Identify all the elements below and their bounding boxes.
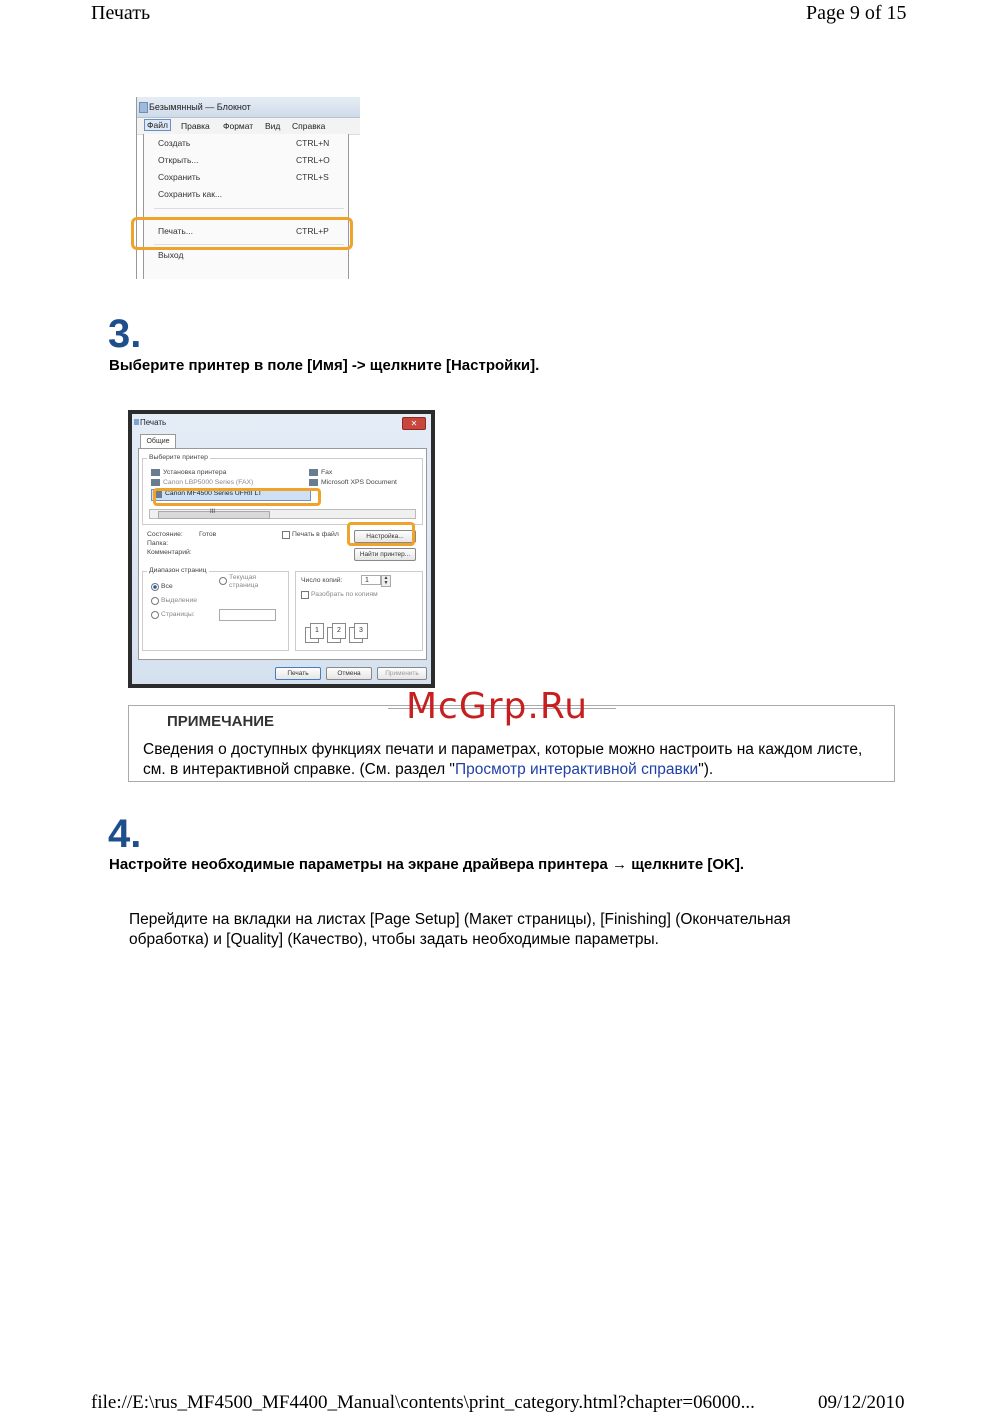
range-all-label: Все bbox=[161, 583, 173, 590]
step-4-instruction: Настройте необходимые параметры на экране драйвера принтера → щелкните [OK]. bbox=[109, 856, 745, 873]
print-to-file-checkbox[interactable] bbox=[282, 531, 290, 539]
step-4-paragraph bbox=[129, 910, 889, 950]
range-all-radio[interactable] bbox=[151, 583, 159, 591]
notepad-menu-screenshot bbox=[136, 97, 360, 279]
menu-file[interactable]: Файл bbox=[144, 119, 171, 131]
menu-item-save[interactable]: Сохранить bbox=[158, 172, 201, 182]
scrollbar-grip: III bbox=[210, 509, 216, 515]
shortcut-new: CTRL+N bbox=[296, 138, 330, 148]
range-pages-label: Страницы: bbox=[161, 611, 195, 618]
range-pages-radio[interactable] bbox=[151, 611, 159, 619]
status-value: Готов bbox=[199, 531, 217, 538]
location-label: Папка: bbox=[147, 540, 169, 547]
note-body bbox=[143, 740, 903, 780]
settings-button[interactable]: Настройка... bbox=[354, 530, 416, 543]
menu-edit[interactable]: Правка bbox=[181, 121, 210, 131]
notepad-app-icon bbox=[139, 102, 148, 113]
print-button[interactable]: Печать bbox=[275, 667, 321, 680]
fax-icon bbox=[309, 469, 318, 476]
select-printer-label: Выберите принтер bbox=[149, 454, 208, 461]
file-menu-dropdown bbox=[143, 134, 349, 279]
header-title: Печать bbox=[91, 2, 151, 24]
watermark: McGrp.Ru bbox=[406, 686, 589, 727]
printer-icon bbox=[151, 479, 160, 486]
printer-icon bbox=[309, 479, 318, 486]
note-line-2-prefix: см. в интерактивной справке. (См. раздел " bbox=[143, 761, 455, 778]
menu-format[interactable]: Формат bbox=[223, 121, 254, 131]
printer-name-highlight bbox=[153, 488, 321, 506]
step-4-number: 4. bbox=[108, 812, 142, 856]
header-page-number: Page 9 of 15 bbox=[806, 2, 907, 24]
footer-path: file://E:\rus_MF4500_MF4400_Manual\contents\print_category.html?chapter=06000... bbox=[91, 1392, 755, 1413]
printer-list-scrollbar[interactable] bbox=[149, 509, 416, 519]
printer-fax[interactable]: Fax bbox=[321, 469, 333, 476]
menu-item-exit[interactable]: Выход bbox=[158, 250, 184, 260]
menu-item-new[interactable]: Создать bbox=[158, 138, 191, 148]
shortcut-print: CTRL+P bbox=[296, 226, 329, 236]
notepad-menubar bbox=[137, 118, 360, 135]
collate-checkbox[interactable] bbox=[301, 591, 309, 599]
help-link[interactable]: Просмотр интерактивной справки bbox=[454, 761, 699, 778]
status-label: Состояние: bbox=[147, 531, 183, 538]
note-line-2-suffix: "). bbox=[698, 761, 714, 778]
printer-xps[interactable]: Microsoft XPS Document bbox=[321, 479, 397, 486]
cancel-button[interactable]: Отмена bbox=[326, 667, 372, 680]
print-dialog-window bbox=[132, 414, 431, 684]
close-icon[interactable]: ✕ bbox=[402, 417, 426, 430]
printer-mf4500[interactable]: Canon MF4500 Series UFRII LT bbox=[165, 490, 262, 497]
range-selection-label: Выделение bbox=[161, 597, 198, 604]
step-4-para-line-2: обработка) и [Quality] (Качество), чтобы задать необходимые параметры. bbox=[129, 931, 659, 948]
print-dialog-title: Печать bbox=[140, 418, 167, 427]
range-selection-radio[interactable] bbox=[151, 597, 159, 605]
collate-page: 3 bbox=[354, 623, 368, 639]
menu-view[interactable]: Вид bbox=[265, 121, 281, 131]
collate-label: Разобрать по копиям bbox=[311, 591, 378, 598]
general-tab-panel bbox=[138, 448, 427, 660]
page-range-label: Диапазон страниц bbox=[149, 567, 207, 574]
range-current-label: Текущая страница bbox=[229, 574, 259, 589]
settings-button-highlight bbox=[347, 522, 415, 546]
menu-item-open[interactable]: Открыть... bbox=[158, 155, 199, 165]
step-3-number: 3. bbox=[108, 312, 142, 356]
menu-separator bbox=[154, 208, 344, 209]
range-pages-input[interactable] bbox=[219, 609, 276, 621]
find-printer-button[interactable]: Найти принтер... bbox=[354, 548, 416, 561]
step-3-instruction: Выберите принтер в поле [Имя] -> щелкните [Настройки]. bbox=[109, 357, 540, 374]
menu-item-print[interactable]: Печать... bbox=[158, 226, 193, 236]
printer-icon bbox=[151, 469, 160, 476]
note-title: ПРИМЕЧАНИЕ bbox=[167, 713, 275, 730]
print-menu-highlight bbox=[131, 217, 353, 250]
note-line-2 bbox=[143, 760, 903, 780]
menu-item-save-as[interactable]: Сохранить как... bbox=[158, 189, 223, 199]
copies-spinner[interactable]: ▲ ▼ bbox=[381, 575, 391, 587]
apply-button[interactable]: Применить bbox=[377, 667, 427, 680]
range-current-radio[interactable] bbox=[219, 577, 227, 585]
menu-help[interactable]: Справка bbox=[292, 121, 326, 131]
collate-page: 1 bbox=[310, 623, 324, 639]
printer-icon bbox=[134, 419, 139, 425]
printer-lbp5000[interactable]: Canon LBP5000 Series (FAX) bbox=[163, 479, 254, 486]
copies-label: Число копий: bbox=[301, 577, 343, 584]
notepad-title: Безымянный — Блокнот bbox=[149, 102, 251, 112]
printer-add[interactable]: Установка принтера bbox=[163, 469, 227, 476]
step-4-para-line-1: Перейдите на вкладки на листах [Page Setup] (Макет страницы), [Finishing] (Окончательная bbox=[129, 911, 791, 928]
shortcut-save: CTRL+S bbox=[296, 172, 329, 182]
notepad-titlebar bbox=[137, 97, 360, 118]
note-line-1: Сведения о доступных функциях печати и параметрах, которые можно настроить на каждом листе, bbox=[143, 741, 863, 758]
collate-page: 2 bbox=[332, 623, 346, 639]
copies-input[interactable]: 1 bbox=[361, 575, 381, 585]
comment-label: Комментарий: bbox=[147, 549, 192, 556]
tab-general[interactable]: Общие bbox=[140, 434, 176, 449]
print-dialog-screenshot bbox=[128, 410, 435, 688]
shortcut-open: CTRL+O bbox=[296, 155, 330, 165]
footer-date: 09/12/2010 bbox=[818, 1392, 905, 1413]
print-to-file-label: Печать в файл bbox=[292, 531, 339, 538]
